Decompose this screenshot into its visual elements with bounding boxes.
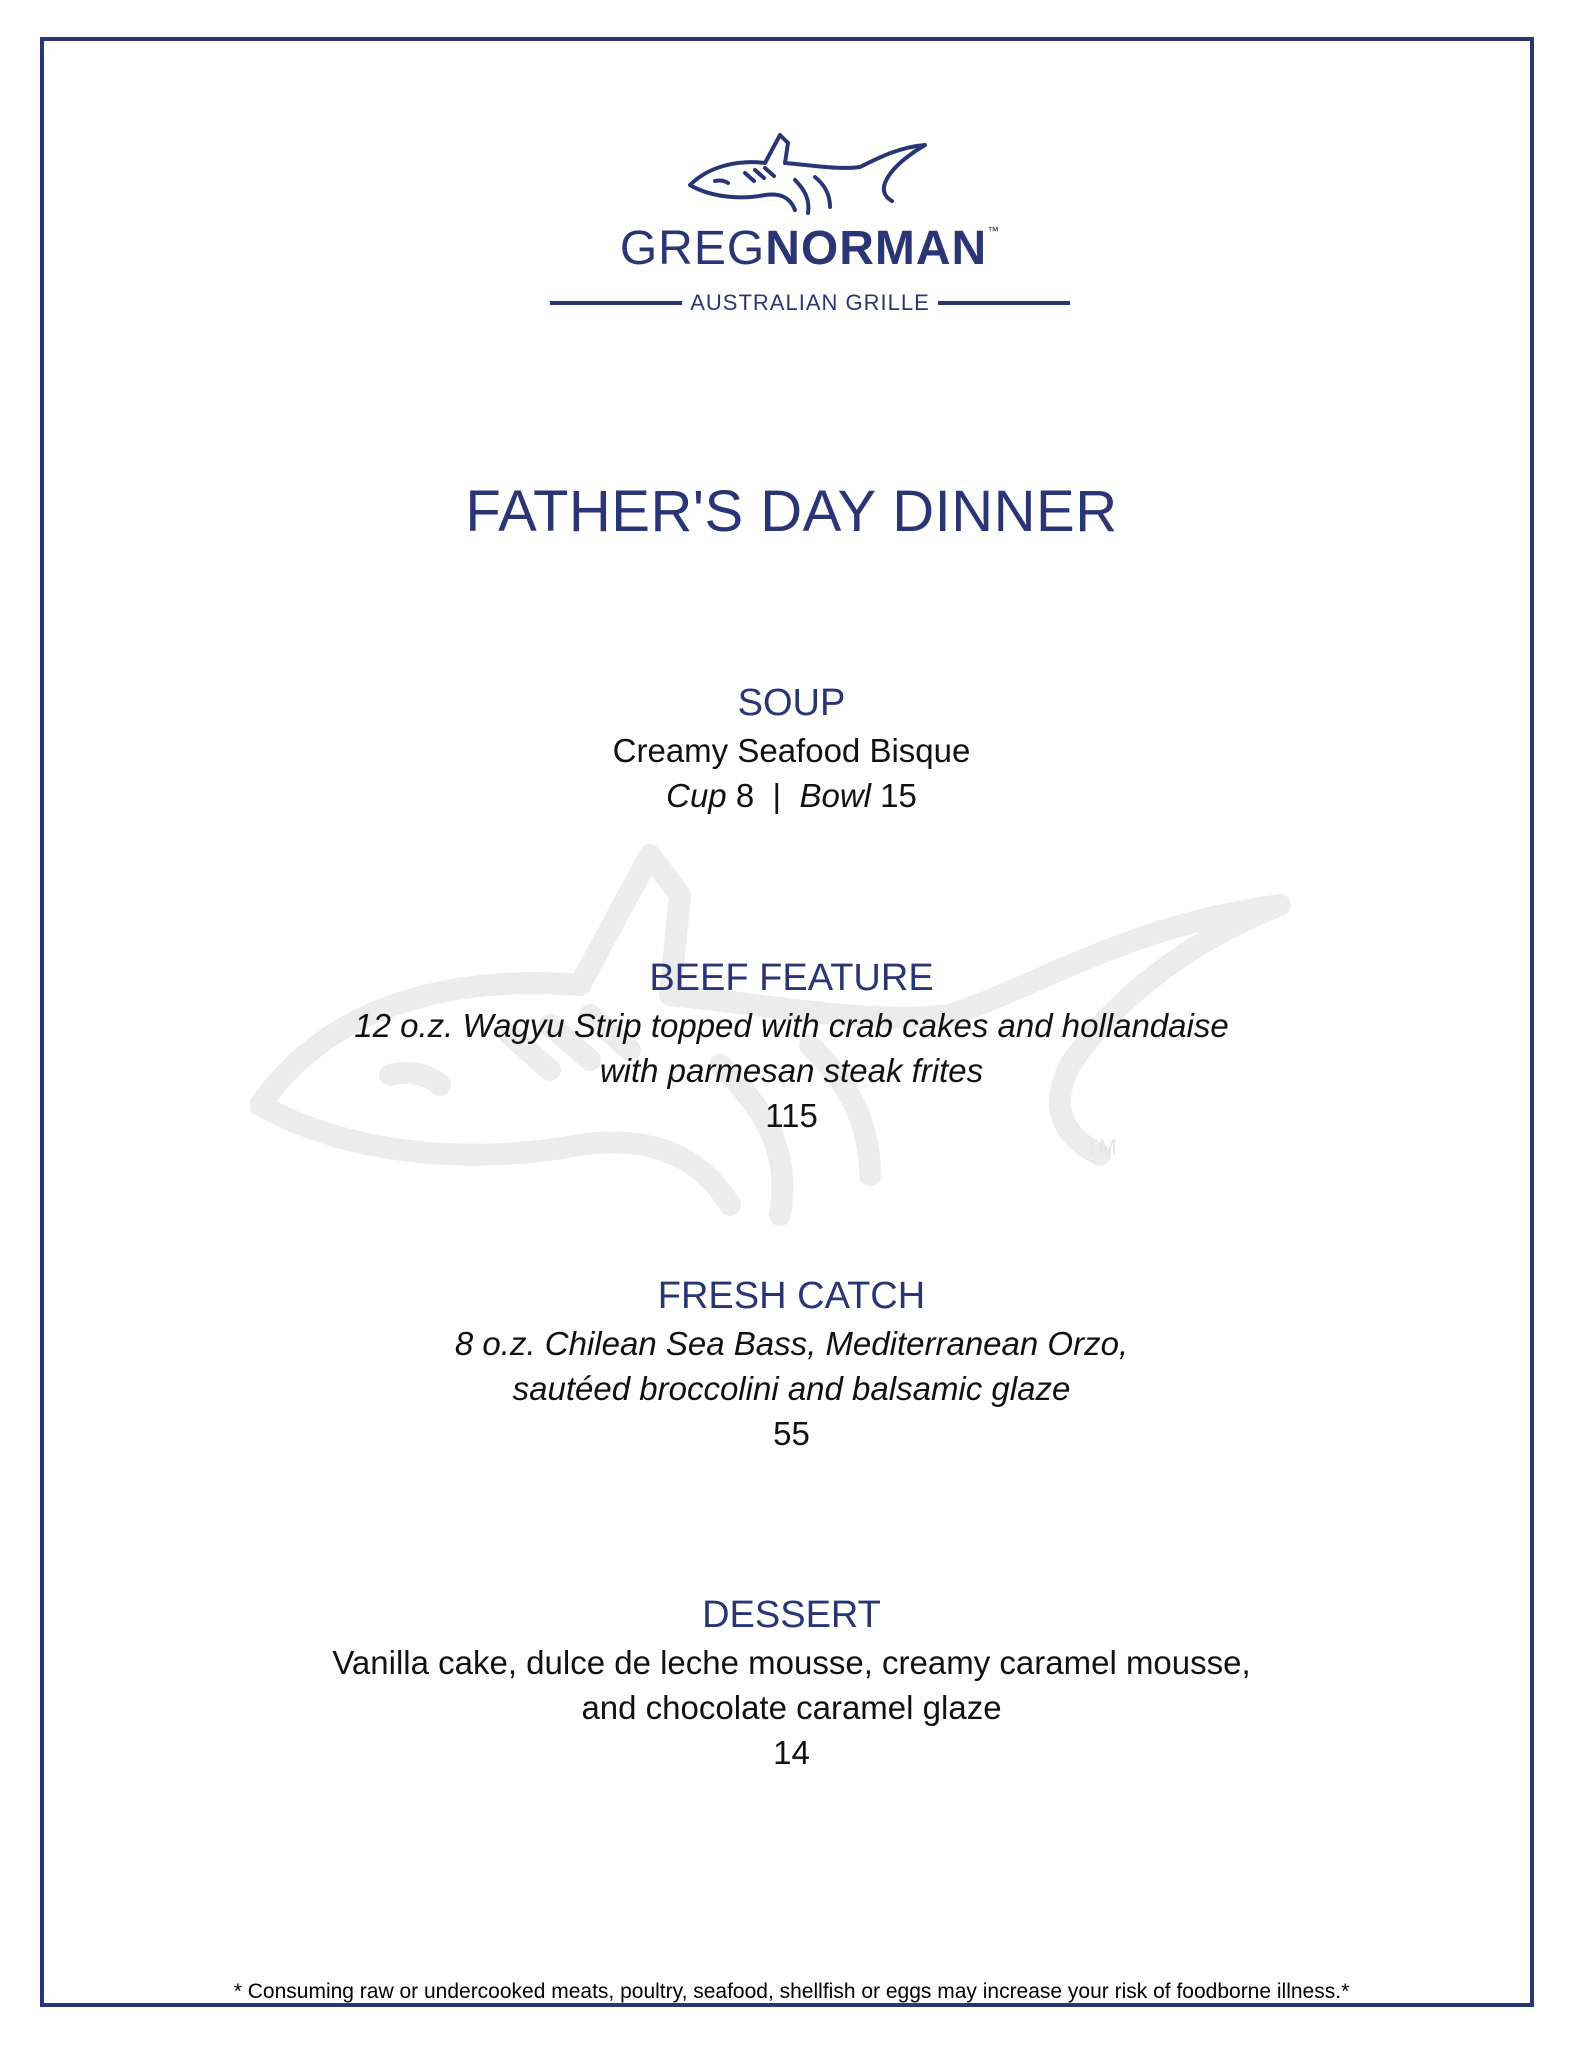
bowl-price: 15 — [880, 777, 917, 814]
section-soup — [0, 680, 1583, 818]
catch-heading: FRESH CATCH — [657, 1275, 926, 1317]
subtitle-rule-right — [938, 301, 1070, 305]
soup-description: Creamy Seafood Bisque — [612, 732, 971, 769]
bowl-label: Bowl — [799, 777, 871, 814]
dessert-description-line2: and chocolate caramel glaze — [581, 1689, 1002, 1726]
brand-trademark: ™ — [987, 224, 1001, 238]
brand-name-bold: NORMAN — [765, 222, 988, 275]
brand-subtitle-row — [550, 290, 1070, 316]
soup-prices — [0, 773, 1583, 818]
dessert-price: 14 — [773, 1734, 810, 1771]
subtitle-rule-left — [550, 301, 682, 305]
dessert-heading: DESSERT — [702, 1594, 881, 1636]
watermark-trademark: TM — [1085, 1135, 1117, 1160]
beef-description-line1: 12 o.z. Wagyu Strip topped with crab cakes and hollandaise — [354, 1007, 1229, 1044]
beef-price: 115 — [765, 1097, 818, 1134]
cup-label: Cup — [666, 777, 727, 814]
brand-name — [540, 222, 1080, 275]
menu-title: FATHER'S DAY DINNER — [465, 479, 1118, 544]
catch-price: 55 — [773, 1415, 810, 1452]
foodborne-illness-disclaimer: * Consuming raw or undercooked meats, poultry, seafood, shellfish or eggs may increase your risk of foodborne illness.* — [233, 1980, 1350, 2003]
brand-logo — [540, 125, 1080, 325]
catch-description-line1: 8 o.z. Chilean Sea Bass, Mediterranean Orzo, — [454, 1325, 1129, 1362]
brand-name-light: GREG — [619, 222, 766, 275]
brand-subtitle: AUSTRALIAN GRILLE — [690, 290, 930, 315]
beef-description-line2: with parmesan steak frites — [599, 1052, 984, 1089]
section-beef-feature — [0, 955, 1583, 1138]
cup-price: 8 — [735, 777, 755, 814]
soup-heading: SOUP — [737, 682, 846, 724]
section-dessert — [0, 1592, 1583, 1775]
shark-icon — [540, 125, 1080, 225]
dessert-description-line1: Vanilla cake, dulce de leche mousse, creamy caramel mousse, — [332, 1644, 1251, 1681]
section-fresh-catch — [0, 1273, 1583, 1456]
price-separator: | — [772, 777, 782, 814]
catch-description-line2: sautéed broccolini and balsamic glaze — [512, 1370, 1071, 1407]
beef-heading: BEEF FEATURE — [649, 957, 934, 999]
